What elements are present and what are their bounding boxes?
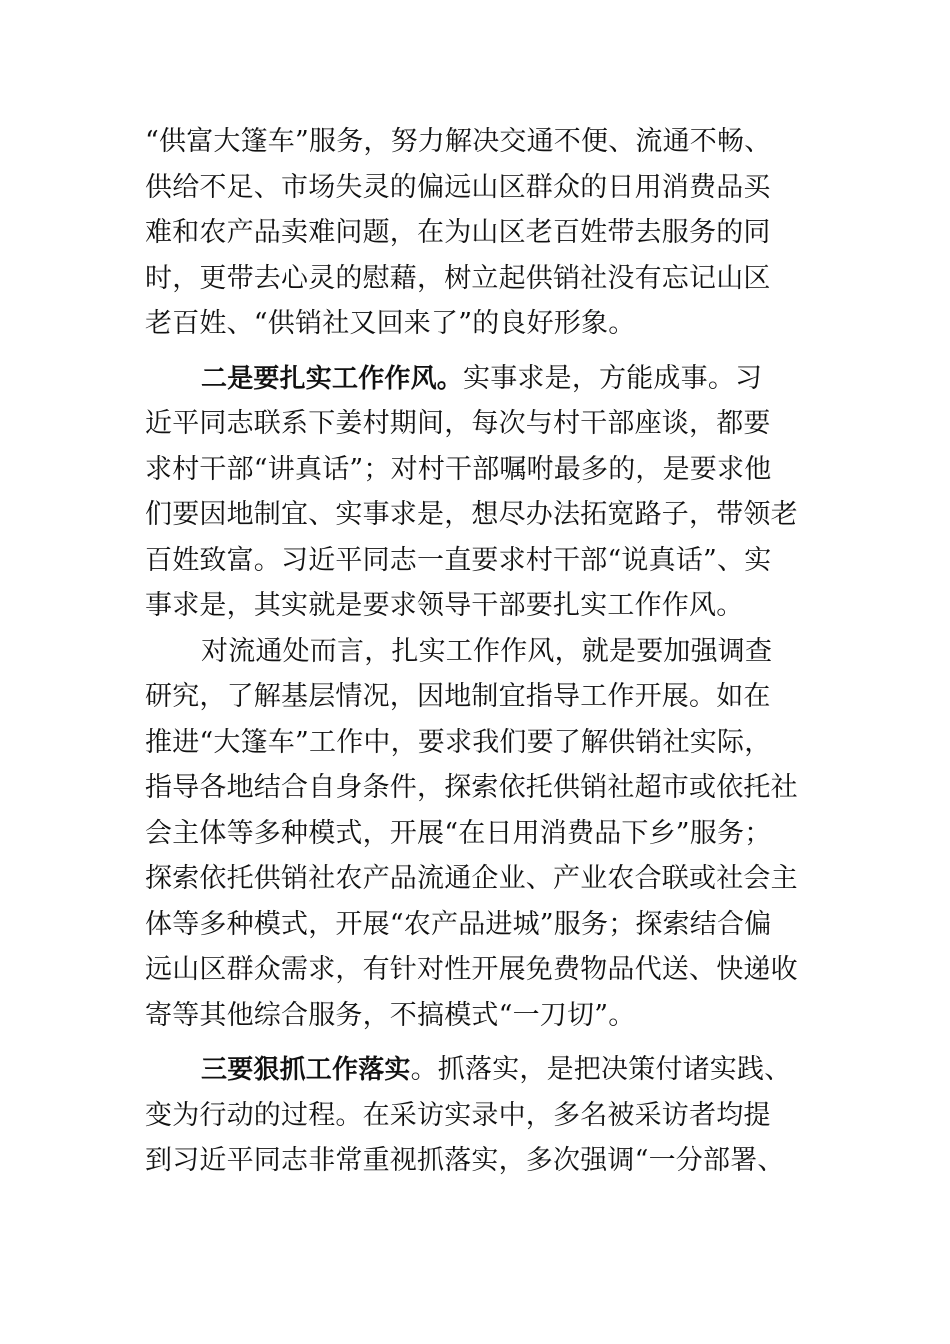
text-line: 难和农产品卖难问题，在为山区老百姓带去服务的同 [145, 217, 771, 248]
section-heading: 三要狠抓工作落实 [201, 1055, 411, 1085]
paragraph-1 [145, 119, 825, 347]
text-line: 推进“大篷车”工作中，要求我们要了解供销社实际， [145, 726, 772, 758]
text-line: 老百姓、“供销社又回来了”的良好形象。 [145, 308, 636, 339]
text-line: 们要因地制宜、实事求是，想尽办法拓宽路子，带领老 [145, 499, 798, 530]
text-line: 会主体等多种模式，开展“在日用消费品下乡”服务； [145, 817, 772, 849]
text-run: 实事求是，方能成事。习 [463, 362, 763, 394]
text-line: 对流通处而言，扎实工作作风，就是要加强调查 [201, 635, 773, 667]
paragraph-3 [145, 629, 825, 1039]
text-line: 寄等其他综合服务，不搞模式“一刀切”。 [145, 999, 636, 1031]
text-line: 百姓致富。习近平同志一直要求村干部“说真话”、实 [145, 544, 772, 576]
text-line: 时，更带去心灵的慰藉，树立起供销社没有忘记山区 [145, 262, 771, 294]
text-line: 近平同志联系下姜村期间，每次与村干部座谈，都要 [145, 408, 771, 439]
text-line: 到习近平同志非常重视抓落实，多次强调“一分部署、 [145, 1145, 785, 1176]
text-line: 供给不足、市场失灵的偏远山区群众的日用消费品买 [145, 171, 771, 203]
text-line: 变为行动的过程。在采访实录中，多名被采访者均提 [145, 1099, 771, 1131]
text-line [145, 1047, 825, 1093]
section-heading: 二是要扎实工作作风。 [201, 363, 464, 394]
text-line: 事求是，其实就是要求领导干部要扎实工作作风。 [145, 590, 744, 621]
paragraph-2 [145, 356, 825, 629]
paragraph-4 [145, 1047, 825, 1184]
text-line: 求村干部“讲真话”；对村干部嘱咐最多的，是要求他 [145, 453, 772, 485]
document-body [145, 119, 825, 1184]
text-line: 体等多种模式，开展“农产品进城”服务；探索结合偏 [145, 908, 772, 940]
text-line: 远山区群众需求，有针对性开展免费物品代送、快递收 [145, 954, 798, 985]
text-line [145, 356, 825, 402]
text-line: 研究，了解基层情况，因地制宜指导工作开展。如在 [145, 681, 771, 712]
text-run: 。抓落实，是把决策付诸实践、 [410, 1054, 792, 1085]
text-line: “供富大篷车”服务，努力解决交通不便、流通不畅、 [145, 126, 772, 157]
text-line: 探索依托供销社农产品流通企业、产业农合联或社会主 [145, 863, 798, 894]
text-line: 指导各地结合自身条件，探索依托供销社超市或依托社 [145, 772, 798, 803]
